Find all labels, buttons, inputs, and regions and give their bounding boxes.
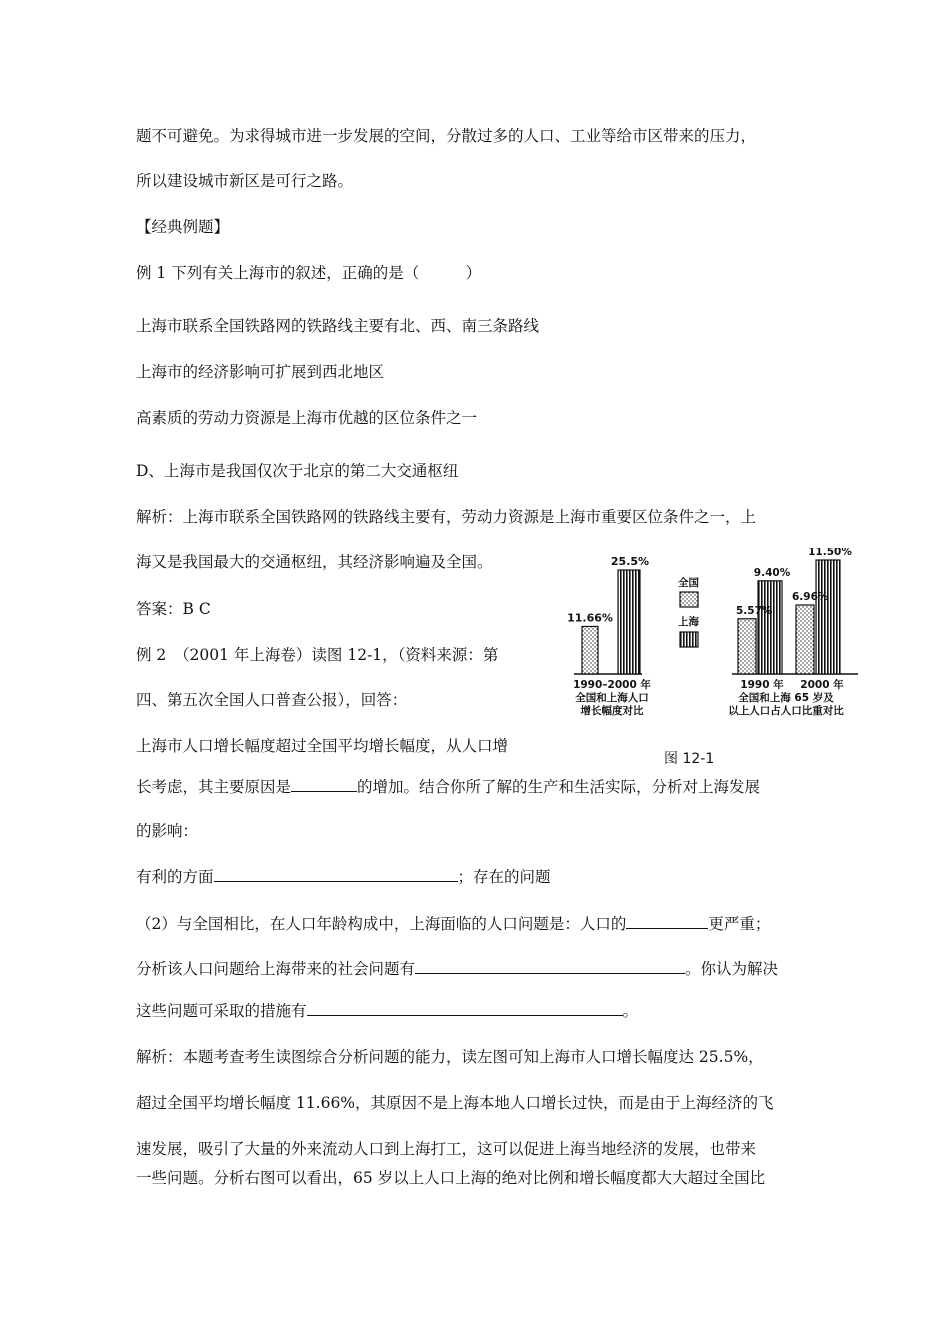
question-line: 上海市人口增长幅度超过全国平均增长幅度，从人口增 xyxy=(136,737,509,755)
question-line xyxy=(136,866,551,887)
chart-title: 全国和上海人口 xyxy=(575,692,649,704)
bar-shanghai-1990-2000 xyxy=(618,570,640,674)
question-line xyxy=(136,958,778,979)
chart-title: 全国和上海 65 岁及 xyxy=(738,692,834,704)
line-text: 。你认为解决 xyxy=(685,960,779,978)
line-text: ；存在的问题 xyxy=(457,868,551,886)
legend-swatch-shanghai xyxy=(680,632,698,647)
legend xyxy=(678,576,699,647)
bar-shanghai-1990 xyxy=(758,581,782,674)
line-text: 的增加。结合你所了解的生产和生活实际，分析对上海发展 xyxy=(357,778,761,796)
chart-title: 以上人口占人口比重对比 xyxy=(728,705,844,717)
question-line: 的影响： xyxy=(136,822,199,840)
question-stem: 四、第五次全国人口普查公报），回答： xyxy=(136,691,408,709)
question-line xyxy=(136,1000,638,1021)
paragraph-line: 所以建设城市新区是可行之路。 xyxy=(136,172,354,190)
option-line: D、上海市是我国仅次于北京的第二大交通枢纽 xyxy=(136,462,459,480)
bar-national-2000 xyxy=(796,605,814,674)
bar-national-1990 xyxy=(738,619,756,674)
bar-national-1990-2000 xyxy=(582,626,598,674)
chart-population-growth xyxy=(567,555,651,717)
data-label: 9.40% xyxy=(753,566,791,579)
answer-blank[interactable] xyxy=(415,958,685,974)
line-text: 。 xyxy=(622,1002,639,1020)
answer-blank[interactable] xyxy=(626,913,708,929)
bar-shanghai-2000 xyxy=(816,560,840,674)
data-label: 11.66% xyxy=(567,611,613,625)
category-label: 1990–2000 年 xyxy=(573,679,651,691)
data-label: 25.5% xyxy=(610,555,650,568)
legend-label-shanghai: 上海 xyxy=(678,616,699,628)
legend-label-national: 全国 xyxy=(678,577,699,589)
question-line xyxy=(136,913,770,934)
answer-blank[interactable] xyxy=(291,776,357,792)
analysis-line: 海又是我国最大的交通枢纽，其经济影响遍及全国。 xyxy=(136,553,493,571)
line-text: 更严重； xyxy=(708,915,771,933)
question-line xyxy=(136,776,760,797)
chart-elderly-share xyxy=(728,548,858,717)
option-line: 高素质的劳动力资源是上海市优越的区位条件之一 xyxy=(136,409,478,427)
paragraph-line: 题不可避免。为求得城市进一步发展的空间，分散过多的人口、工业等给市区带来的压力， xyxy=(136,127,757,145)
line-text: 长考虑，其主要原因是 xyxy=(136,778,292,796)
answer-line: 答案：B C xyxy=(136,600,211,618)
data-label: 6.96% xyxy=(792,591,829,604)
line-text: （2）与全国相比，在人口年龄构成中，上海面临的人口问题是：人口的 xyxy=(136,915,627,933)
data-label: 5.57% xyxy=(736,604,773,617)
figure-caption: 图 12-1 xyxy=(664,751,715,767)
line-text: 分析该人口问题给上海带来的社会问题有 xyxy=(136,960,416,978)
data-label: 11.50% xyxy=(808,548,852,558)
answer-blank[interactable] xyxy=(214,866,458,882)
analysis-line: 解析：本题考查考生读图综合分析问题的能力，读左图可知上海市人口增长幅度达 25.5%， xyxy=(136,1048,764,1066)
figure-12-1 xyxy=(560,548,860,728)
analysis-line: 解析：上海市联系全国铁路网的铁路线主要有，劳动力资源是上海市重要区位条件之一，上 xyxy=(136,508,757,526)
question-stem: 例 2 （2001 年上海卷）读图 12-1，（资料来源：第 xyxy=(136,646,499,664)
line-text: 这些问题可采取的措施有 xyxy=(136,1002,307,1020)
analysis-line: 一些问题。分析右图可以看出，65 岁以上人口上海的绝对比例和增长幅度都大大超过全国比 xyxy=(136,1169,766,1187)
option-line: 上海市的经济影响可扩展到西北地区 xyxy=(136,363,385,381)
line-text: 有利的方面 xyxy=(136,868,214,886)
chart-title: 增长幅度对比 xyxy=(580,705,644,717)
question-stem: 例 1 下列有关上海市的叙述，正确的是（ ） xyxy=(136,264,482,282)
analysis-line: 速发展，吸引了大量的外来流动人口到上海打工，这可以促进上海当地经济的发展，也带来 xyxy=(136,1140,757,1158)
legend-swatch-national xyxy=(680,592,698,607)
section-heading: 【经典例题】 xyxy=(136,218,230,236)
category-label: 2000 年 xyxy=(800,679,844,691)
answer-blank[interactable] xyxy=(307,1000,623,1016)
option-line: 上海市联系全国铁路网的铁路线主要有北、西、南三条路线 xyxy=(136,317,540,335)
category-label: 1990 年 xyxy=(740,679,784,691)
analysis-line: 超过全国平均增长幅度 11.66%，其原因不是上海本地人口增长过快，而是由于上海经济的飞 xyxy=(136,1094,774,1112)
